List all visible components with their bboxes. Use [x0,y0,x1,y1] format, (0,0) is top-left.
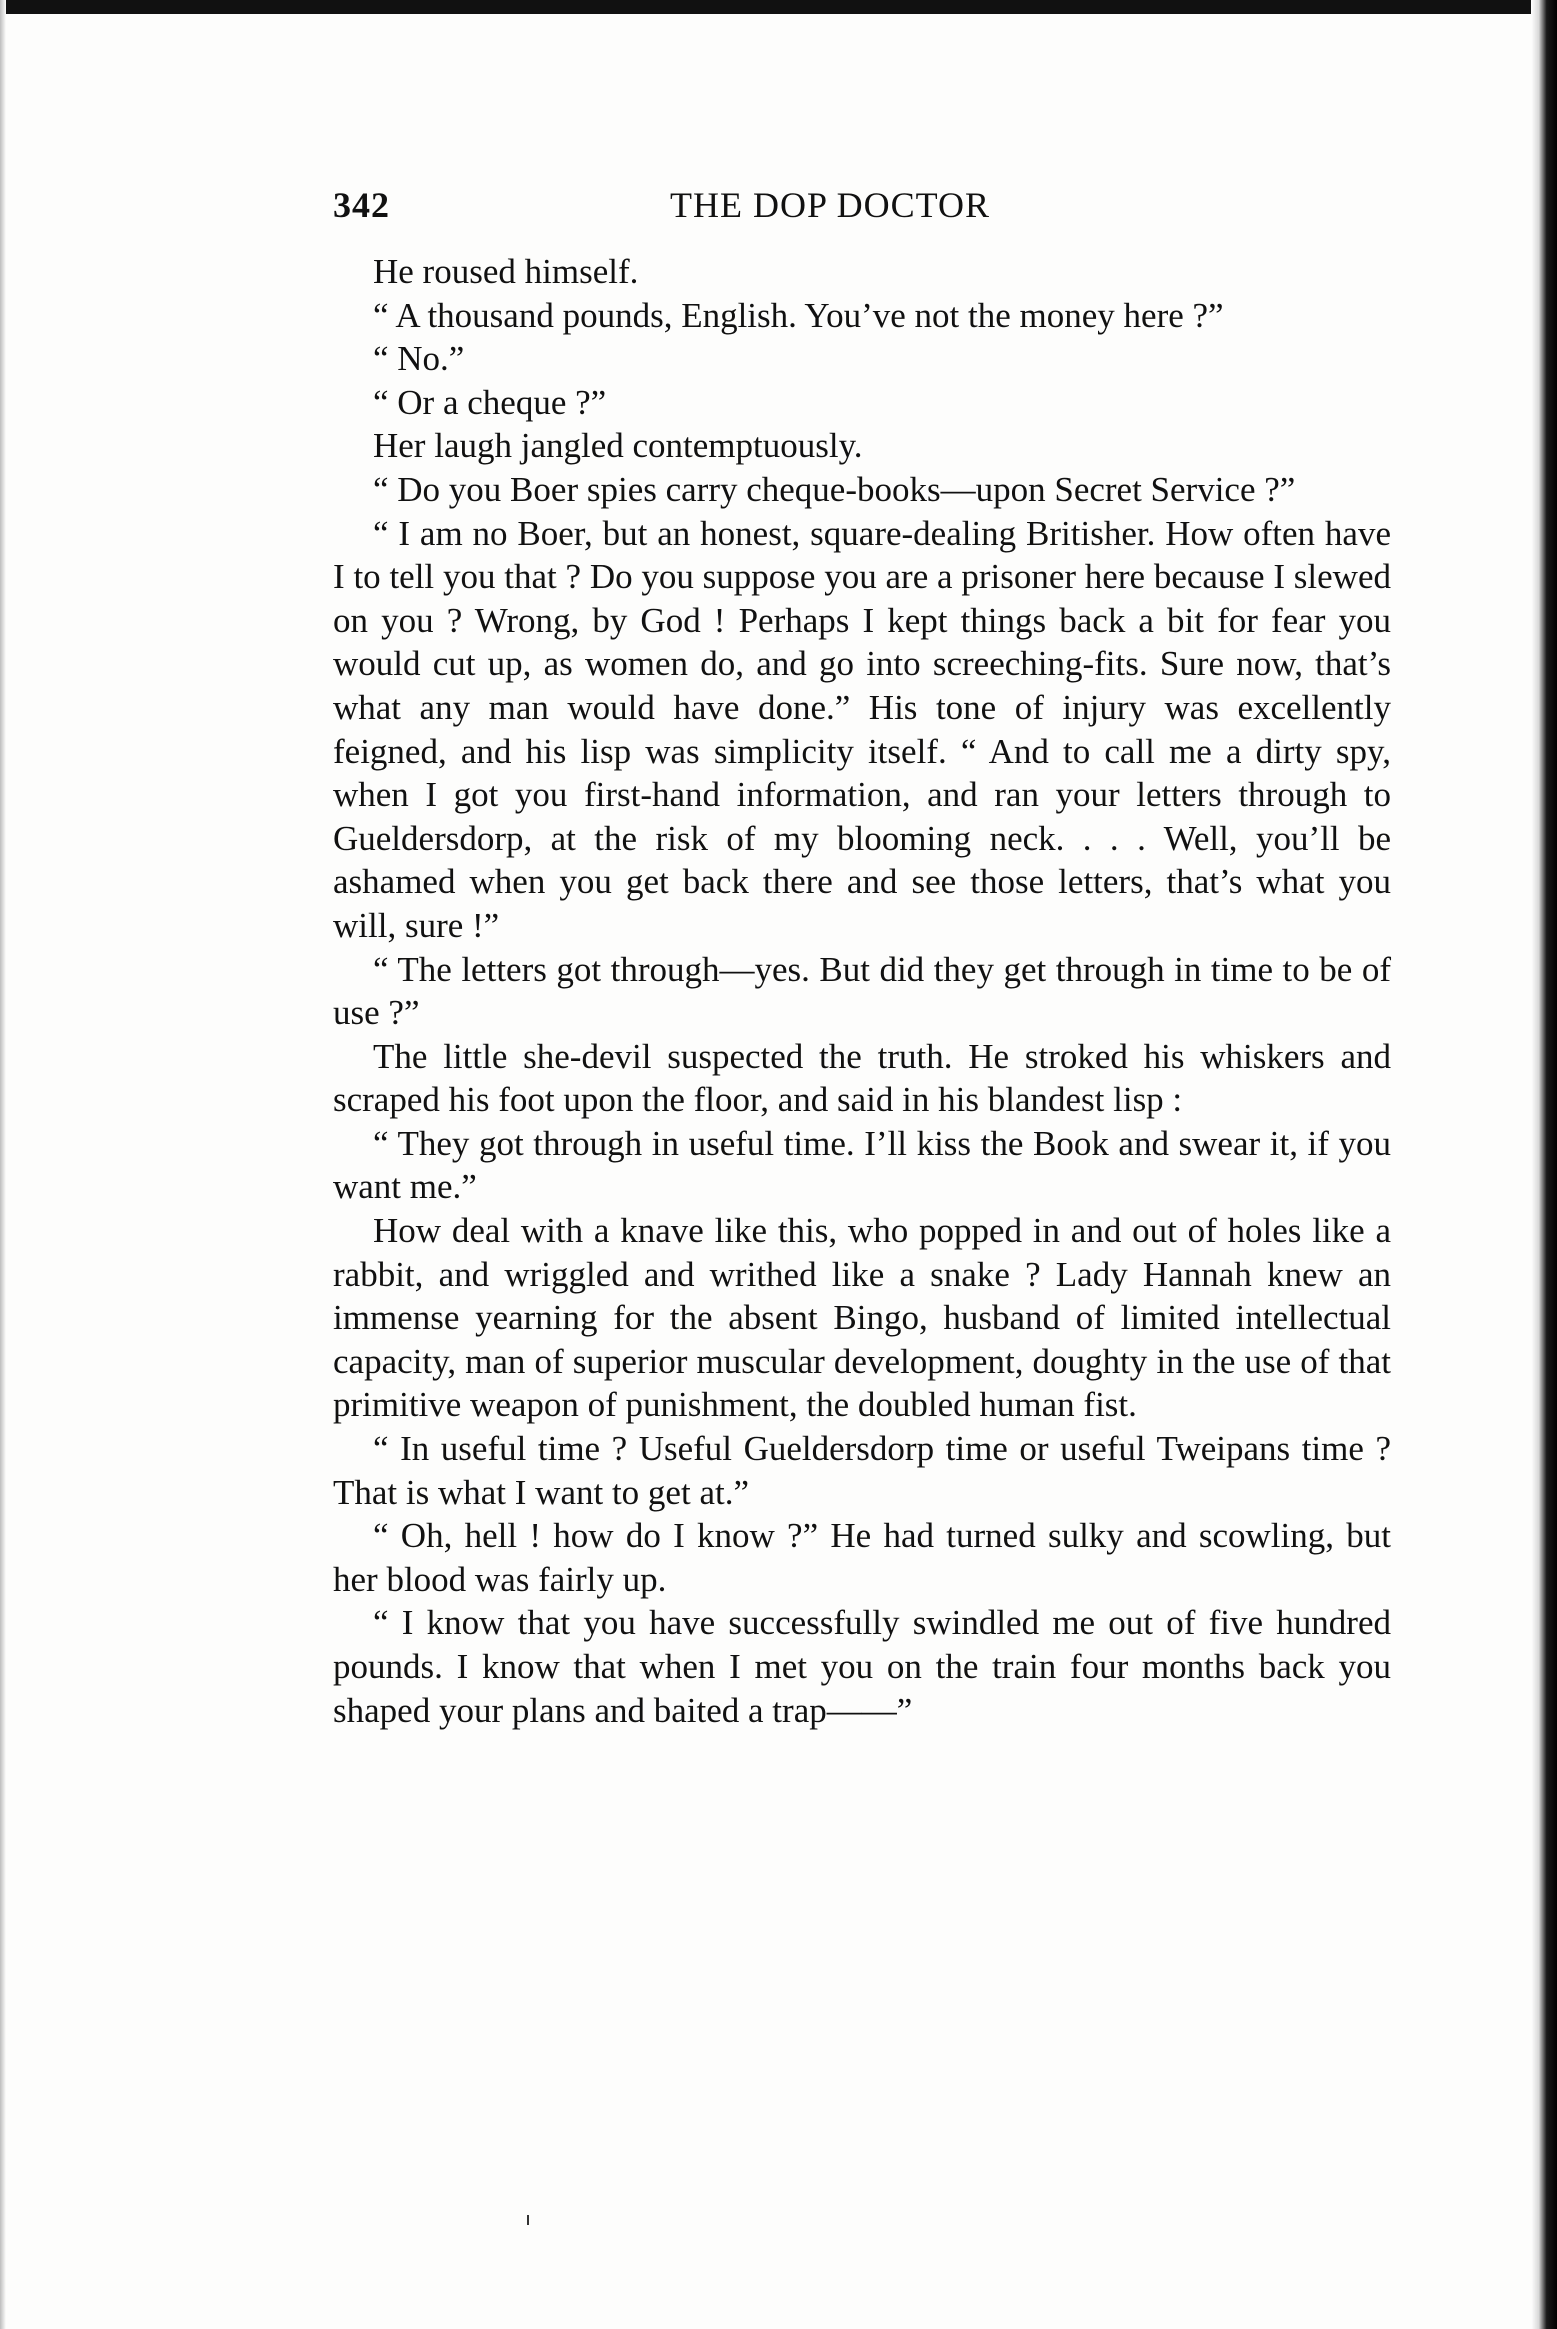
paragraph: The little she-devil suspected the truth. He stroked his whiskers and scraped his foot upon the floor, and said in his blandest lisp : [333,1036,1391,1120]
paragraph: “ A thousand pounds, English. You’ve not the money here ?” [373,295,1224,335]
paragraph: Her laugh jangled contemptuously. [373,426,863,466]
running-title: THE DOP DOCTOR [670,185,991,225]
paragraph: “ I know that you have successfully swindled me out of five hundred pounds. I know that when I met you on the train four months back you shaped your plans and baited a trap——” [333,1603,1391,1730]
paragraph: “ No.” [373,339,465,379]
page-number: 342 [333,185,390,225]
scan-top-edge [0,0,1557,14]
paragraph: “ They got through in useful time. I’ll kiss the Book and swear it, if you want me.” [333,1123,1391,1207]
running-head [333,180,1391,240]
paragraph: “ In useful time ? Useful Gueldersdorp time or useful Tweipans time ? That is what I want to get at.” [333,1429,1391,1512]
paragraph: “ Oh, hell ! how do I know ?” He had turned sulky and scowling, but her blood was fairly up. [333,1516,1391,1599]
paragraph: “ I am no Boer, but an honest, square-dealing Britisher. How often have I to tell you that ? Do you suppose you are a prisoner here because I slewed on you ? Wrong, by God ! Perhaps I kept things back a bit for fear you would cut up, as women do, and go into screeching-fits. Sure now, that’s what any man would have done.” His tone of injury was excellently feigned, and his lisp was simplicity itself. “ And to call me a dirty spy, when I got you first-hand information, and ran your letters through to Gueldersdorp, at the risk of my blooming neck. . . . Well, you’ll be ashamed when you get back there and see those letters, that’s what you will, sure !” [333,513,1391,945]
paragraph: “ The letters got through—yes. But did they get through in time to be of use ?” [333,949,1391,1033]
paragraph: He roused himself. [373,252,639,291]
paragraph: “ Or a cheque ?” [373,382,607,422]
scan-right-edge [1531,0,1557,2329]
scan-left-edge [0,0,6,2329]
paragraph: “ Do you Boer spies carry cheque-books—upon Secret Service ?” [373,469,1296,509]
scan-speck [527,2215,529,2225]
paragraph: How deal with a knave like this, who popped in and out of holes like a rabbit, and wriggled and writhed like a snake ? Lady Hannah knew an immense yearning for the absent Bingo, husband of limited intellectual capacity, man of superior muscular development, doughty in the use of that primitive weapon of punishment, the doubled human fist. [333,1211,1391,1425]
body-text [333,250,1391,1732]
